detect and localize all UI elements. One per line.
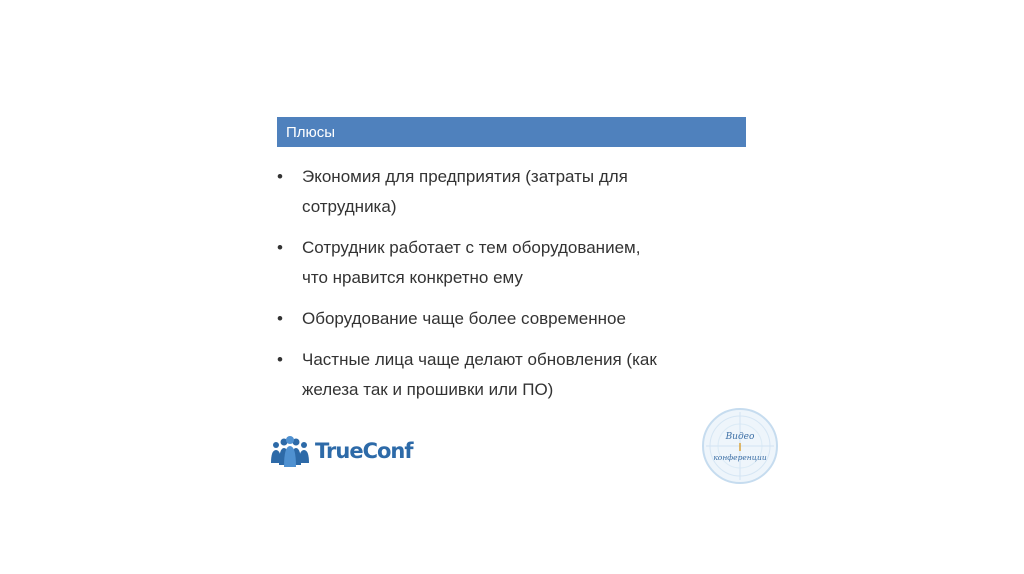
video-conference-seal-icon <box>700 406 780 486</box>
bullet-text-line: Частные лица чаще делают обновления (как <box>302 350 657 369</box>
bullet-text-line: Оборудование чаще более современное <box>302 309 626 328</box>
seal-text-top: Видео <box>725 432 755 442</box>
bullet-icon: • <box>277 167 283 186</box>
bullet-icon: • <box>277 309 283 328</box>
bullet-icon: • <box>277 350 283 369</box>
logo-text: TrueConf <box>315 439 413 463</box>
trueconf-logo <box>270 433 413 469</box>
people-group-icon <box>270 435 310 467</box>
list-item <box>276 345 756 405</box>
bullet-text-line: что нравится конкретно ему <box>302 268 523 287</box>
bullet-text-line: Сотрудник работает с тем оборудованием, <box>302 238 641 257</box>
bullet-text-line: Экономия для предприятия (затраты для <box>302 167 628 186</box>
bullet-text-line: железа так и прошивки или ПО) <box>302 380 554 399</box>
list-item <box>276 162 756 222</box>
bullet-list <box>276 162 756 416</box>
bullet-icon: • <box>277 238 283 257</box>
list-item <box>276 304 756 334</box>
header-title: Плюсы <box>286 123 336 141</box>
header-bar <box>277 117 746 147</box>
seal-text-bottom: конференции <box>713 453 767 462</box>
list-item <box>276 233 756 293</box>
bullet-text-line: сотрудника) <box>302 197 397 216</box>
